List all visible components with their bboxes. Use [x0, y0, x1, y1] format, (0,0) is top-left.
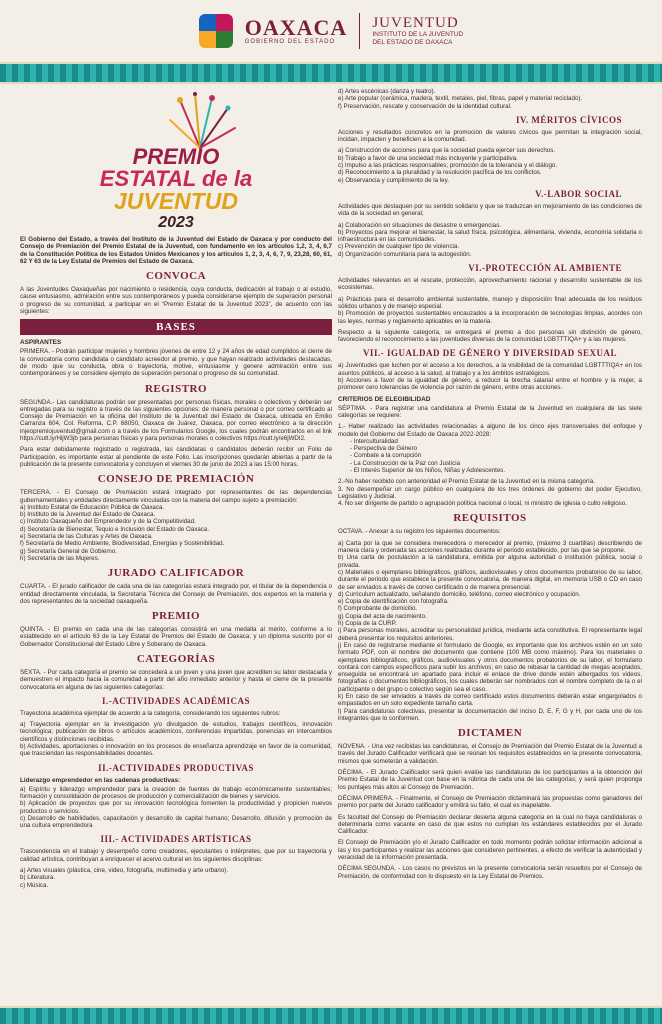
cat6-text: Actividades relevantes en el rescate, protección, aprovechamiento racional y desarrollo sustentable de los ecosistemas. [338, 277, 642, 292]
jurado-heading: JURADO CALIFICADOR [107, 567, 245, 580]
list-item: b) Promoción de proyectos sustentables encauzados a la incorporación de tecnologías limpias, acordes con las leyes, normas y reglamento aplicables en la materia. [338, 310, 642, 325]
list-item: b) Actividades, aportaciones o innovación en los procesos de enseñanza aprendizaje en favor de la comunidad, que trasciendan las responsabilidades docentes. [20, 743, 332, 758]
cat4-list [338, 147, 642, 183]
fireworks-icon [150, 90, 250, 150]
list-item: l) Para candidaturas colectivas, presentar la documentación del inciso D, E, F, G y H, por cada uno de los integrantes que lo conformen. [338, 707, 642, 722]
list-item: a) Instituto Estatal de Educación Pública de Oaxaca. [20, 503, 165, 511]
requisitos-heading: REQUISITOS [453, 512, 527, 525]
list-item: a) Carta por la que se considera merecedora o merecedor al premio, (máximo 3 cuartillas) describiendo de manera clara y ordenada las acciones realizadas durante el periodo establecido, por las que se propone. [338, 539, 642, 555]
list-item: d) Organización comunitaria para la autogestión. [338, 250, 472, 258]
left-column [20, 88, 332, 1002]
list-item: c) Prevención de cualquier tipo de violencia. [338, 243, 460, 251]
sexta-text: SEXTA. - Por cada categoría el premio se concederá a un joven y una joven que acrediten su labor destacada y demuestren el impacto hacia la comunidad a partir del año inmediato anterior y hasta el cierre de la presente convocatoria en alguna de las siguientes categorías: [20, 668, 332, 691]
list-item: c) Instituto Oaxaqueño del Emprendedor y de la Competitividad. [20, 518, 196, 526]
list-item: g) Secretaría General de Gobierno. [20, 547, 117, 555]
list-item: - Combate a la corrupción [350, 452, 422, 460]
novena-text: NOVENA. - Una vez recibidas las candidaturas, el Consejo de Premiación del Premio Estatal de la Juventud a través del Jurado Calificador verificará que se reúnan los requisitos establecidos en la presente convocatoria, mismos que someterán a validación. [338, 743, 642, 765]
segunda-text-2: Para estar debidamente registrado o registrada, las candidatas o candidatos deberán recibir un Folio de Participación, es importante estar al pendiente de este Folio. Las inscripciones quedarán abiertas a partir de la publicación de la presente convocatoria y concluyen el viernes 30 de junio de 2023 a las 15:00 horas. [20, 446, 332, 468]
institute-name: JUVENTUD [372, 15, 459, 31]
list-item: a) Espíritu y liderazgo emprendedor para la creación de fuentes de trabajo económicamente sustentables; formación y consolidación de procesos de producción y comercialización de bienes y servicios. [20, 785, 332, 800]
list-item: a) Trayectoria ejemplar en la investigación y/o divulgación de estudios, trabajos científicos, innovación tecnológica; publicación de libros o artículos académicos, conferencias impartidas, ponencias en intercambios científicos y distinciones recibidas. [20, 721, 332, 743]
list-item: e) Copia de identificación con fotografía. [338, 598, 449, 606]
state-logo [245, 17, 348, 45]
list-item: - La Construcción de la Paz con Justicia [350, 459, 461, 467]
septima-text: SÉPTIMA. - Para registrar una candidatura al Premio Estatal de la Juventud en cualquiera de las siete categorías se requiere: [338, 404, 642, 419]
list-item: d) Secretaría de Bienestar, Tequio e Inclusión del Estado de Oaxaca. [20, 525, 210, 533]
tercera-text: TERCERA. - El Consejo de Premiación estará integrado por representantes de las dependencias gubernamentales y entidades directamente vinculadas con la materia del campo sujeto a premiación: [20, 489, 332, 504]
criterio-1: 1.- Haber realizado las actividades relacionadas a alguno de los cinco ejes transversales del enfoque y modelo del Gobierno del Estado de Oaxaca 2022-2028: [338, 423, 642, 438]
criterios-heading: CRITERIOS DE ELEGIBILIDAD [338, 395, 431, 403]
right-column [338, 88, 642, 1002]
list-item: g) Copia del acta de nacimiento. [338, 612, 427, 620]
list-item: a) Artes visuales (plástica, cine, video, fotografía, multimedia y arte urbano). [20, 867, 229, 875]
list-item: b) Aplicación de proyectos que por su innovación tecnológica fomenten la productividad y propicien nuevos productos o servicios. [20, 800, 332, 815]
list-item: f) Comprobante de domicilio. [338, 605, 418, 613]
list-item: b) Literatura. [20, 874, 56, 882]
cat3-text: Trascendencia en el trabajo y desempeño como creadores, ejecutantes o intérpretes, que por su trayectoria y calidad artística, contribuyan a enriquecer el acervo cultural en los siguientes disciplinas: [20, 848, 332, 863]
cat4-heading: IV. MÉRITOS CÍVICOS [516, 114, 622, 125]
cat7-heading: VII.- IGUALDAD DE GÉNERO Y DIVERSIDAD SEXUAL [362, 348, 618, 359]
premio-title-year: 2023 [158, 214, 194, 231]
dictamen-heading: DICTAMEN [457, 727, 523, 740]
list-item: a) Colaboración en situaciones de desastre o emergencias. [338, 221, 502, 229]
list-item: c) Música. [20, 881, 49, 889]
list-item: b) Una carta de postulación a la candidatura, emitida por alguna autoridad o institución pública, social o privada. [338, 554, 642, 569]
convoca-text: A las Juventudes Oaxaqueñas por nacimiento o residencia, cuya conducta, dedicación al trabajo o al estudio, cause entusiasmo, admiración entre sus contemporáneos y pueda considerarse ejemplo de superación personal o progreso de su comunidad, a participar en el “Premio Estatal de la Juventud 2023”, de acuerdo con las siguientes: [20, 286, 332, 316]
cat6-heading: VI.-PROTECCIÓN AL AMBIENTE [468, 263, 622, 274]
list-item: - El Interés Superior de los Niños, Niñas y Adolescentes. [350, 466, 506, 474]
criterio-2: 2.-No haber recibido con anterioridad el Premio Estatal de la Juventud en la misma categoría. [338, 478, 595, 486]
list-item: b) Acciones a favor de la igualdad de género, a reducir la brecha salarial entre el hombre y la mujer, a promover cero tolerancias de violencia por razón de género, entre otras acciones. [338, 377, 642, 392]
list-item: c) Desarrollo de habilidades, capacitación y desarrollo de capital humano; Desarrollo, difusión y promoción de una cultura emprendedora [20, 814, 332, 830]
decima-text: DÉCIMA. - El Jurado Calificador será quien evalúe las candidaturas de los participantes a la obtención del Premio Estatal de la Juventud con base en la rúbrica de cada una de las categorías; y será quien proponga los puntajes más altos al Consejo de Premiación. [338, 769, 642, 791]
premio-title [20, 146, 332, 234]
cat2-subheading: Liderazgo emprendedor en las cadenas productivas: [20, 776, 181, 784]
intro-text: El Gobierno del Estado, a través del Instituto de la Juventud del Estado de Oaxaca y por conducto del Consejo de Premiación del Premio Estatal de la Juventud, con fundamento en los artículos 1,2, 3, 4, 6,7 de la Constitución Política de los Estados Unidos Mexicanos y los artículos 1, 2, 3, 4, 6, 7, 9, 23,28, 60, 61, 62 Y 63 de la Ley Estatal de Premios del Estado de Oaxaca. [20, 236, 332, 265]
cat3-heading: III.- ACTIVIDADES ARTÍSTICAS [100, 834, 252, 845]
list-item: - Interculturalidad [350, 437, 398, 445]
cuarta-text: CUARTA. - El jurado calificador de cada una de las categorías estará integrado por, el titular de la dependencia o entidad directamente vinculada, la Secretaría Técnica del Consejo de Premiación, dos expertos en la materia y dos representantes de la sociedad oaxaqueña. [20, 583, 332, 605]
list-item: b) Trabajo a favor de una sociedad más incluyente y participativa. [338, 154, 518, 162]
list-item: d) Curriculum actualizado, señalando domicilio, teléfono, correo electrónico y ocupación. [338, 590, 581, 598]
premio-heading: PREMIO [151, 610, 201, 623]
state-sub: GOBIERNO DEL ESTADO [244, 39, 336, 45]
list-item: d) Artes escénicas (danza y teatro). [338, 88, 436, 95]
list-item: c) Impulso a las prácticas responsables; promoción de la tolerancia y el diálogo. [338, 162, 558, 170]
list-item: a) Juventudes que luchen por el acceso a los derechos, a la visibilidad de la comunidad LGBTTTIQA+ en los asuntos públicos, al acceso a la salud, al trabajo y a los ámbitos estratégicos. [338, 362, 642, 377]
cat1-heading: I.-ACTIVIDADES ACADÉMICAS [101, 695, 251, 706]
institute-sub-2: DEL ESTADO DE OAXACA [372, 39, 453, 46]
consejo-nota-text: El Consejo de Premiación y/o el Jurado Calificador en todo momento podrán solicitar información adicional a las y los participantes y realizar las acciones que consideren pertinentes, a efecto de verificar la autenticidad y veracidad de la información presentada. [338, 839, 642, 862]
header [0, 0, 662, 62]
list-item: h) Secretaría de las Mujeres. [20, 554, 100, 562]
oaxaca-emblem-icon [199, 14, 233, 48]
cat1-text: Trayectoria académica ejemplar de acuerdo a la categoría, considerando los siguientes rubros: [20, 709, 281, 717]
categorias-heading: CATEGORÍAS [136, 652, 216, 665]
institute-sub-1: INSTITUTO DE LA JUVENTUD [372, 31, 464, 38]
bases-heading: BASES [20, 319, 332, 335]
list-item: b) Instituto de la Juventud del Estado de Oaxaca. [20, 511, 156, 519]
cat5-heading: V.-LABOR SOCIAL [535, 188, 622, 199]
segunda-text: SEGUNDA.- Las candidaturas podrán ser presentadas por personas físicas, morales o colectivos y deberán ser entregadas para su registro a través de las siguientes opciones: de manera personal o por correo certificado al Consejo de Premiación en la oficina del Instituto de la Juventud del Estado de Oaxaca, ubicada en Emilio Carranza 604, Col. Reforma, C.P. 68050, Oaxaca de Juárez, Oaxaca, por correo electrónico a la dirección injeopremiojuventud@gmail.com o a través de los Formularios Google, los cuales podrán encontrarlos en el link https://cutt.ly/HijW3jb para personas físicas y para personas morales o colectivos https://cutt.ly/e6jWDI2. [20, 398, 332, 443]
cat5-text: Actividades que destaquen por su sentido solidario y que se traduzcan en mejoramiento de las condiciones de vida de la sociedad en general; [338, 202, 642, 218]
facultad-text: Es facultad del Consejo de Premiación declarar desierta alguna categoría en la cual no haya candidaturas o determinarla como vacante en caso de que estos no cumplan los estándares establecidos por el Jurado Calificador. [338, 813, 642, 836]
premio-title-line1: PREMIO [132, 144, 220, 169]
list-item: j) En caso de registrarse mediante el formulario de Google, es importante que los archivos estén en un solo formato PDF, con el nombre del documento que contiene (100 MB como máximo). Para los materiales o ejemplares bibliográficos, gráficos, audiovisuales y otros documentos probatorios de su labor, el formulario contará con campos específicos para subir los archivos; en caso de rebasar la cantidad de megas aceptados, enseguida se encontrará un apartado para incluir el enlace de drive donde estén albergados los videos, fotografías o documentos bibliográficos, los cuales deberán ser nombrados con el nombre completo de la o el participante o del grupo o colectivo según sea el caso. [338, 641, 642, 693]
quinta-text: QUINTA. - El premio en cada una de las categorías consistirá en una medalla al mérito, conforme a lo establecido en el artículo 63 de la Ley Estatal de Premios del Estado de Oaxaca; y un diploma suscrito por el Gobernador Constitucional del Estado Libre y Soberano de Oaxaca. [20, 626, 332, 648]
consejo-list [20, 504, 332, 562]
list-item: f) Secretaría de Medio Ambiente, Biodiversidad, Energías y Sostenibilidad. [20, 540, 225, 548]
greca-border-top [0, 62, 662, 84]
institute-logo [372, 15, 463, 47]
cat5-list [338, 222, 642, 258]
list-item: f) Preservación, rescate y conservación de la identidad cultural. [338, 102, 512, 110]
decima-segunda-text: DÉCIMA SEGUNDA. - Los casos no previstos en la presente convocatoria serán resueltos por el Consejo de Premiación, de conformidad con lo dispuesto en la Ley Estatal de Premios. [338, 865, 642, 880]
list-item: h) Copia de la CURP. [338, 620, 397, 628]
premio-title-line3: JUVENTUD [114, 188, 238, 214]
list-item: e) Secretaría de las Culturas y Artes de Oaxaca. [20, 533, 153, 541]
criterio-3: 3. No desempeñar un cargo público en cualquiera de los tres órdenes de gobierno del poder Ejecutivo, Legislativo y Judicial. [338, 485, 642, 500]
cat6-note: Respecto a la siguiente categoría, se entregará el premio a dos personas sin distinción de género, favoreciendo el reconocimiento a las juventudes diversas de la comunidad LGBTTTIQA+ y a las mujeres. [338, 328, 642, 344]
cat4-text: Acciones y resultados concretos en la promoción de valores cívicos que permitan la integración social, incidan, impacten y beneficien a la comunidad. [338, 128, 642, 144]
aspirantes-heading: ASPIRANTES [20, 339, 62, 347]
list-item: e) Observancia y cumplimiento de la ley. [338, 176, 449, 184]
list-item: d) Reconocimiento a la pluralidad y la resolución pacífica de los conflictos. [338, 169, 542, 177]
header-divider [359, 13, 360, 49]
primera-text: PRIMERA. - Podrán participar mujeres y hombres jóvenes de entre 12 y 24 años de edad cumplidos al cierre de la convocatoria como candidata o candidato acreedor al premio, y que hayan realizado actividades destacadas, de modo que su conducta, obra o trayectoria, motive, entusiasme y genere admiración entre sus contemporáneos y se considere ejemplo de superación personal o progreso de su comunidad. [20, 348, 332, 378]
premio-logo [20, 88, 332, 236]
list-item: a) Prácticas para el desarrollo ambiental sustentable, manejo y disposición final adecuada de los residuos sólidos urbanos y de manejo especial. [338, 295, 642, 310]
cat2-heading: II.-ACTIVIDADES PRODUCTIVAS [98, 762, 254, 773]
decima-primera-text: DÉCIMA PRIMERA. - Finalmente, el Consejo de Premiación dictaminará las propuestas como ganadores del premio por parte del Jurado calificador y emitirá su fallo, el cual es inapelable. [338, 794, 642, 810]
greca-border-bottom [0, 1006, 662, 1024]
list-item: c) Materiales o ejemplares bibliográficos, gráficos, audiovisuales y otros documentos probatorios de su labor, durante el periodo que establece la presente convocatoria, de manera digital, en memoria USB o CD en caso de ser enviados a través de correo certificado o de manera presencial. [338, 568, 642, 591]
list-item: i) Para personas morales, acreditar su personalidad jurídica, mediante acta constitutiva. El representante legal deberá presentar los requisitos anteriores. [338, 627, 642, 642]
registro-heading: REGISTRO [144, 382, 208, 395]
list-item: k) En caso de ser enviados a través de correo certificado estos documentos deberán estar engargolados o empastados en un solo expediente tamaño carta. [338, 693, 642, 708]
convoca-heading: CONVOCA [145, 270, 207, 283]
criterio-4: 4. No ser dirigente de partido o agrupación política nacional o local, ni ministro de iglesia o culto religioso. [338, 500, 627, 508]
ejes-list [338, 438, 642, 474]
requisitos-list [338, 540, 642, 722]
consejo-heading: CONSEJO DE PREMIACIÓN [97, 473, 255, 486]
list-item: b) Proyectos para mejorar el bienestar, la salud física, psicológica, alimentaria, vivienda, economía solidaria o infraestructura en las comunidades. [338, 228, 642, 244]
premio-title-line2: ESTATAL de la [99, 166, 253, 191]
state-name: OAXACA [244, 15, 348, 40]
octava-text: OCTAVA. - Anexar a su registro los siguientes documentos: [338, 528, 501, 536]
list-item: - Perspectiva de Género [350, 445, 418, 453]
list-item: e) Arte popular (cerámica, madera, textil, metales, piel, fibras, papel y material reciclado). [338, 95, 583, 103]
list-item: a) Construcción de acciones para que la sociedad pueda ejercer sus derechos. [338, 147, 556, 155]
